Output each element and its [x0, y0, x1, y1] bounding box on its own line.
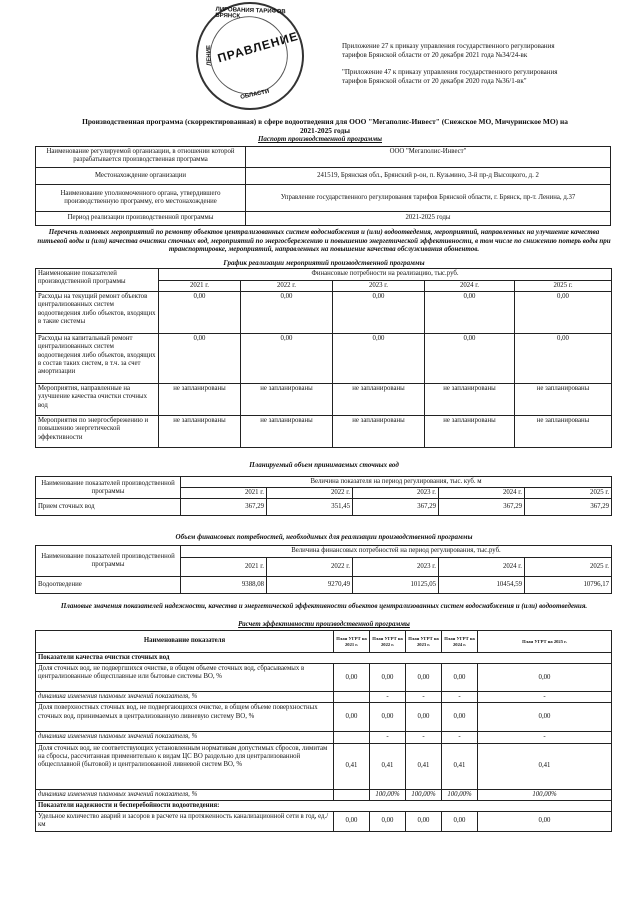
cell-value: 0,00	[370, 664, 406, 692]
stamp-arc-top: ЛИРОВАНИЯ ТАРИФОВ БРЯНСК	[215, 6, 286, 20]
schedule-title: График реализации мероприятий производственной программы	[223, 259, 425, 267]
cell-value: 0,00	[333, 292, 425, 334]
year-header: 2023 г.	[333, 281, 425, 292]
plan-header: План УГРТ на 2022 г.	[370, 631, 406, 653]
cell-value: 0,00	[241, 292, 333, 334]
cell-value: 351,45	[267, 499, 353, 516]
table-row	[36, 384, 612, 416]
cell-value: 367,29	[181, 499, 267, 516]
cell-value: 0,00	[478, 812, 612, 832]
cell-value: 9270,49	[267, 577, 353, 594]
cell-value: 0,00	[159, 292, 241, 334]
cell-value	[334, 789, 370, 800]
passport-table	[35, 146, 611, 226]
efficiency-title: Расчет эффективности производственной программы	[238, 620, 410, 628]
cell-value: 0,00	[425, 292, 515, 334]
row-label: Расходы на капитальный ремонт централизованных систем водоотведения либо объектов, входящих в состав таких систем, в т.ч. за счет амортизации	[36, 334, 159, 384]
cell-value: 0,41	[334, 743, 370, 789]
section-header: Показатели надежности и бесперебойности водоотведения:	[36, 800, 612, 811]
year-header: 2024 г.	[439, 488, 525, 499]
table-row	[36, 732, 612, 743]
cell-value: 0,41	[406, 743, 442, 789]
cell-value: 0,00	[478, 703, 612, 732]
cell-value: 0,00	[333, 334, 425, 384]
cell-value: 0,00	[406, 664, 442, 692]
cell-value: 0,41	[478, 743, 612, 789]
passport-value: 2021-2025 годы	[246, 212, 611, 226]
row-label: динамика изменения плановых значений показателя, %	[36, 732, 334, 743]
cell-value: 367,29	[353, 499, 439, 516]
header-line: Приложение 27 к приказу управления государственного регулирования	[342, 42, 555, 50]
cell-value: не запланированы	[241, 416, 333, 448]
volume-title: Планируемый объем принимаемых сточных вод	[249, 461, 399, 469]
row-label: Удельное количество аварий и засоров в расчете на протяженность канализационной сети в год, ед./км	[36, 812, 334, 832]
cell-value: -	[370, 692, 406, 703]
year-header: 2024 г.	[425, 281, 515, 292]
cell-value: 10125,05	[353, 577, 439, 594]
cell-value: 0,00	[515, 334, 612, 384]
cell-value: 367,29	[525, 499, 612, 516]
cell-value: не запланированы	[333, 416, 425, 448]
passport-value: 241519, Брянская обл., Брянский р-он, п. Кузьмино, 3-й пр-д Высоцкого, д. 2	[246, 168, 611, 185]
cell-value: не запланированы	[241, 384, 333, 416]
cell-value: -	[442, 732, 478, 743]
year-header: 2024 г.	[439, 558, 525, 577]
volume-table	[35, 476, 612, 516]
finance-title: Объем финансовых потребностей, необходимых для реализации производственной программы	[175, 533, 473, 541]
schedule-col-label: Наименование показателей производственной программы	[36, 269, 159, 292]
plan-header: План УГРТ на 2023 г.	[406, 631, 442, 653]
table-row	[36, 812, 612, 832]
year-header: 2025 г.	[525, 488, 612, 499]
finance-table	[35, 545, 612, 594]
cell-value: 0,00	[334, 812, 370, 832]
table-row	[36, 334, 612, 384]
cell-value: 0,00	[442, 812, 478, 832]
cell-value: 100,00%	[370, 789, 406, 800]
cell-value: 0,00	[334, 664, 370, 692]
year-header: 2021 г.	[181, 488, 267, 499]
passport-label: Период реализации производственной программы	[36, 212, 246, 226]
cell-value: 0,00	[370, 812, 406, 832]
year-header: 2025 г.	[515, 281, 612, 292]
cell-value: 0,00	[159, 334, 241, 384]
cell-value: 100,00%	[442, 789, 478, 800]
row-label: Мероприятия, направленные на улучшение качества очистки сточных вод	[36, 384, 159, 416]
section-header: Показатели качества очистки сточных вод	[36, 653, 612, 664]
table-row	[36, 292, 612, 334]
cell-value: -	[478, 692, 612, 703]
cell-value: -	[406, 732, 442, 743]
cell-value: 100,00%	[478, 789, 612, 800]
table-row	[36, 416, 612, 448]
year-header: 2022 г.	[241, 281, 333, 292]
header-line: тарифов Брянской области от 20 декабря 2020 года №36/1-вк"	[342, 77, 527, 85]
header-block	[342, 42, 632, 86]
row-label: Доля сточных вод, не подвергшихся очистке, в общем объеме сточных вод, сбрасываемых в централизованные общесплавные или бытовые системы ВО, %	[36, 664, 334, 692]
stamp-arc-left: ЛЕНИЕ	[206, 44, 213, 66]
cell-value: не запланированы	[515, 416, 612, 448]
title-line: Производственная программа (скорректированная) в сфере водоотведения для ООО "Мегаполис-Инвест" (Снежское МО, Мичуринское МО) на	[82, 117, 568, 126]
cell-value: 10796,17	[525, 577, 612, 594]
header-line: "Приложение 47 к приказу управления государственного регулирования	[342, 68, 558, 76]
cell-value: -	[406, 692, 442, 703]
year-header: 2023 г.	[353, 558, 439, 577]
cell-value: не запланированы	[425, 416, 515, 448]
table-row	[36, 664, 612, 692]
stamp-arc-bottom: ОБЛАСТИ	[239, 88, 270, 101]
schedule-table	[35, 268, 612, 448]
cell-value: 0,00	[442, 664, 478, 692]
plan-header: План УГРТ на 2024 г.	[442, 631, 478, 653]
cell-value: 0,41	[442, 743, 478, 789]
cell-value: 0,00	[442, 703, 478, 732]
row-label: Доля поверхностных сточных вод, не подвергающихся очистке, в общем объеме поверхностных сточных вод, принимаемых в централизованную ливневую систему ВО, %	[36, 703, 334, 732]
cell-value: 0,00	[241, 334, 333, 384]
year-header: 2025 г.	[525, 558, 612, 577]
header-line: тарифов Брянской области от 20 декабря 2021 года №34/24-вк	[342, 51, 528, 59]
cell-value: -	[370, 732, 406, 743]
row-label: Расходы на текущий ремонт объектов централизованных систем водоотведения либо объектов, входящих в такие системы	[36, 292, 159, 334]
passport-title: Паспорт производственной программы	[257, 135, 383, 143]
title-line: 2021-2025 годы	[299, 126, 351, 135]
plan-header: План УГРТ на 2021 г.	[334, 631, 370, 653]
cell-value: 0,00	[515, 292, 612, 334]
row-label: Водоотведение	[36, 577, 181, 594]
year-header: 2021 г.	[159, 281, 241, 292]
table-row	[36, 743, 612, 789]
page-title	[30, 117, 620, 135]
row-label: Прием сточных вод	[36, 499, 181, 516]
table-row	[36, 499, 612, 516]
year-header: 2022 г.	[267, 558, 353, 577]
cell-value	[334, 732, 370, 743]
official-stamp	[186, 0, 314, 120]
passport-value: ООО "Мегаполис-Инвест"	[246, 147, 611, 168]
cell-value: 9388,08	[181, 577, 267, 594]
cell-value: 0,00	[406, 703, 442, 732]
cell-value: 0,00	[334, 703, 370, 732]
schedule-group-label: Финансовые потребности на реализацию, тыс.руб.	[159, 269, 612, 281]
passport-value: Управление государственного регулирования тарифов Брянской области, г. Брянск, пр-т. Ленина, д.37	[246, 185, 611, 212]
passport-label: Наименование уполномоченного органа, утвердившего производственную программу, его местонахождение	[36, 185, 246, 212]
cell-value: 0,00	[478, 664, 612, 692]
stamp-word: ПРАВЛЕНИЕ	[216, 28, 300, 66]
cell-value: 0,00	[406, 812, 442, 832]
cell-value: не запланированы	[333, 384, 425, 416]
table-row	[36, 789, 612, 800]
cell-value: 10454,59	[439, 577, 525, 594]
year-header: 2021 г.	[181, 558, 267, 577]
table-row	[36, 692, 612, 703]
plan-header: План УГРТ на 2025 г.	[478, 631, 612, 653]
events-intro: Перечень плановых мероприятий по ремонту объектов централизованных систем водоснабжения и (или) водоотведения, мероприятий, направленных на улучшение качества питьевой воды и (или) качества очистки сточных вод, мероприятий по энергосбережению и повышению энергетической эффективности, в том числе по снижению потерь воды при транспортировке, мероприятий, направленных на повышение качества обслуживания абонентов.	[37, 228, 611, 253]
table-row	[36, 703, 612, 732]
row-label: динамика изменения плановых значений показателя, %	[36, 692, 334, 703]
passport-label: Наименование регулируемой организации, в отношении которой разрабатывается производственная программа	[36, 147, 246, 168]
passport-label: Местонахождение организации	[36, 168, 246, 185]
table-row	[36, 577, 612, 594]
cell-value: 0,41	[370, 743, 406, 789]
finance-col-label: Наименование показателей производственной программы	[36, 546, 181, 577]
row-label: динамика изменения плановых значений показателя, %	[36, 789, 334, 800]
cell-value: не запланированы	[159, 384, 241, 416]
cell-value: -	[442, 692, 478, 703]
efficiency-col-label: Наименование показателя	[36, 631, 334, 653]
volume-col-label: Наименование показателей производственной программы	[36, 477, 181, 499]
cell-value: не запланированы	[159, 416, 241, 448]
cell-value: 367,29	[439, 499, 525, 516]
row-label: Мероприятия по энергосбережению и повышению энергетической эффективности	[36, 416, 159, 448]
year-header: 2023 г.	[353, 488, 439, 499]
cell-value: -	[478, 732, 612, 743]
volume-group-label: Величина показателя на период регулирования, тыс. куб. м	[181, 477, 612, 488]
row-label: Доля сточных вод, не соответствующих установленным нормативам допустимых сбросов, лимитам на сбросы, рассчитанная применительно к видам ЦС ВО раздельно для централизованной общесплавной (бытовой) и централизованной ливневой систем ВО, %	[36, 743, 334, 789]
cell-value: 100,00%	[406, 789, 442, 800]
reliability-intro: Плановые значения показателей надежности, качества и энергетической эффективности объектов централизованных систем водоснабжения и (или) водоотведения.	[60, 602, 588, 610]
cell-value: не запланированы	[425, 384, 515, 416]
cell-value: не запланированы	[515, 384, 612, 416]
year-header: 2022 г.	[267, 488, 353, 499]
cell-value: 0,00	[425, 334, 515, 384]
cell-value	[334, 692, 370, 703]
finance-group-label: Величина финансовых потребностей на период регулирования, тыс.руб.	[181, 546, 612, 558]
cell-value: 0,00	[370, 703, 406, 732]
efficiency-table	[35, 630, 612, 832]
